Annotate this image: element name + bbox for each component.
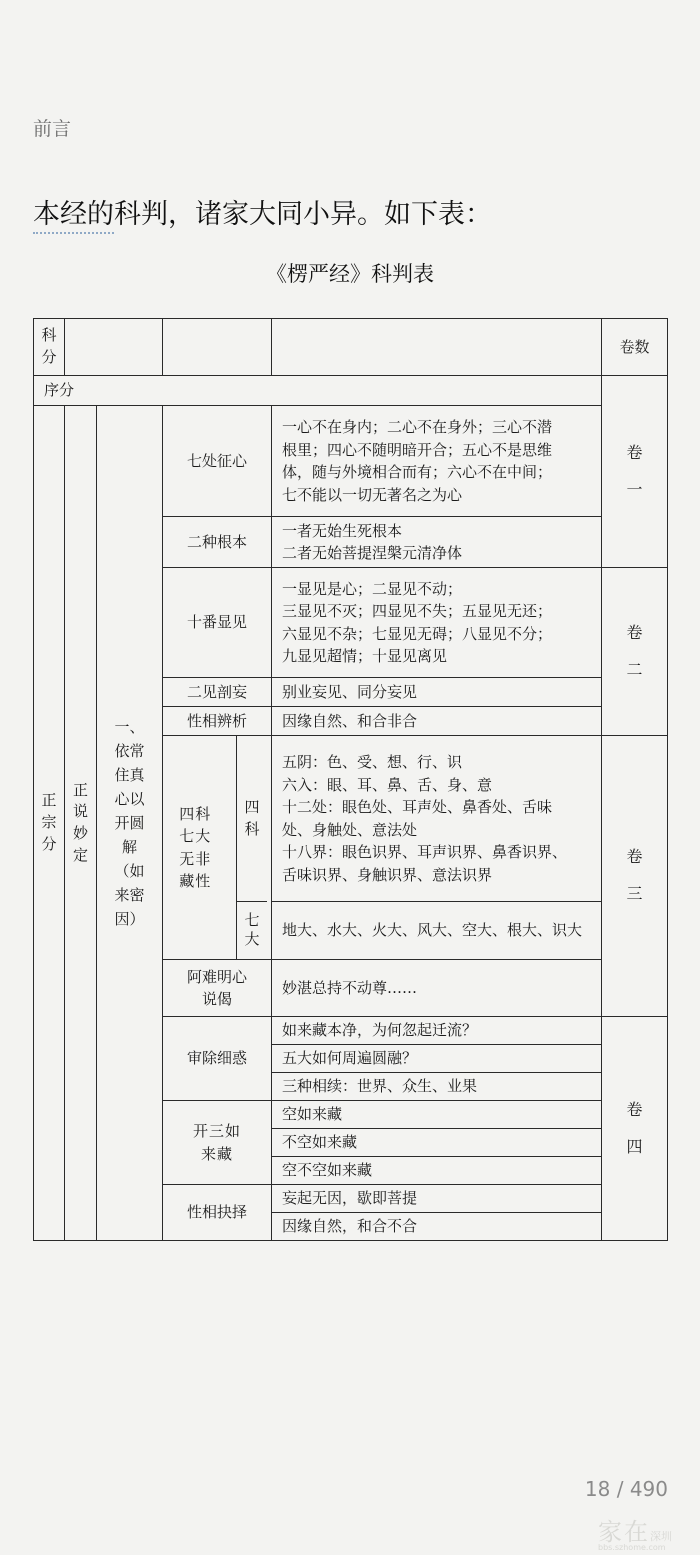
section-jueze-item: 因缘自然，和合不合: [272, 1213, 602, 1241]
section-sike-content: 五阴：色、受、想、行、识 六入：眼、耳、鼻、舌、身、意 十二处：眼色处、耳声处、鼻香处、舌味 处、身触处、意法处 十八界：眼色识界、耳声识界、鼻香识界、 舌味识界、身触识界、意法识界: [272, 736, 602, 902]
section-erjian: 二见剖妄: [163, 678, 272, 707]
section-qida-content: 地大、水大、火大、风大、空大、根大、识大: [272, 902, 602, 960]
sublabel-qida: 七大: [244, 910, 260, 949]
header-blank-3: [272, 319, 602, 376]
label-zhengzongfen: 正宗分: [34, 406, 65, 1241]
section-qichu: 七处征心: [163, 406, 272, 517]
intro-text: [33, 192, 492, 231]
section-erjian-content: 别业妄见、同分妄见: [272, 678, 602, 707]
juan-3: 卷三: [602, 736, 668, 1017]
label-yiyi: 一、依常住真心以开圆解（如来密因）: [97, 406, 163, 1241]
section-sike: [163, 736, 272, 960]
header-kefen: [34, 319, 65, 376]
kepan-table: [33, 318, 668, 1241]
section-jueze-item: 妄起无因，歇即菩提: [272, 1185, 602, 1213]
chapter-title: 前言: [33, 118, 72, 140]
juan-2: 卷二: [602, 568, 668, 736]
row-xufen: 序分: [34, 376, 602, 406]
section-anan-content: 妙湛总持不动尊……: [272, 960, 602, 1017]
header-kefen-text: 科分: [41, 326, 57, 366]
header-juanshu: 卷数: [602, 319, 668, 376]
section-shifan-content: 一显见是心；二显见不动； 三显见不灭；四显见不失；五显见无还； 六显见不杂；七显见无碍；八显见不分； 九显见超情；十显见离见: [272, 568, 602, 678]
section-sike-sublabels: [237, 736, 267, 959]
section-shenchu: 审除细惑: [163, 1017, 272, 1101]
section-kaisan-item: 空如来藏: [272, 1101, 602, 1129]
table-title: 《楞严经》科判表: [266, 262, 434, 286]
juan-4: 卷四: [602, 1017, 668, 1241]
intro-rest: 科判，诸家大同小异。如下表：: [114, 199, 492, 230]
header-blank-1: [65, 319, 163, 376]
section-shenchu-item: 如来藏本净，为何忽起迁流？: [272, 1017, 602, 1045]
section-xingxiang-content: 因缘自然、和合非合: [272, 707, 602, 736]
section-sike-name: 四科七大无非藏性: [169, 736, 237, 959]
section-kaisan-item: 不空如来藏: [272, 1129, 602, 1157]
section-qichu-content: 一心不在身内；二心不在身外；三心不潜 根里；四心不随明暗开合；五心不是思维 体，随与外境相合而有；六心不在中间； 七不能以一切无著名之为心: [272, 406, 602, 517]
section-anan: 阿难明心说偈: [163, 960, 272, 1017]
juan-1: 卷一: [602, 376, 668, 568]
section-shifan: 十番显见: [163, 568, 272, 678]
intro-underlined[interactable]: 本经的: [33, 199, 114, 234]
section-xingxiang: 性相辨析: [163, 707, 272, 736]
watermark-url: bbs.szhome.com: [598, 1543, 666, 1552]
section-shenchu-item: 五大如何周遍圆融？: [272, 1045, 602, 1073]
section-erzhong: 二种根本: [163, 517, 272, 568]
label-zhengshuo: 正说妙定: [65, 406, 97, 1241]
sublabel-sike: 四科: [237, 736, 267, 902]
section-erzhong-content: 一者无始生死根本 二者无始菩提涅槃元清净体: [272, 517, 602, 568]
header-blank-2: [163, 319, 272, 376]
page-indicator: 18 / 490: [584, 1477, 668, 1501]
section-kaisan-item: 空不空如来藏: [272, 1157, 602, 1185]
watermark-logo: 家在深圳: [598, 1518, 672, 1546]
section-jueze: 性相抉择: [163, 1185, 272, 1241]
section-shenchu-item: 三种相续：世界、众生、业果: [272, 1073, 602, 1101]
section-kaisan: 开三如来藏: [163, 1101, 272, 1185]
